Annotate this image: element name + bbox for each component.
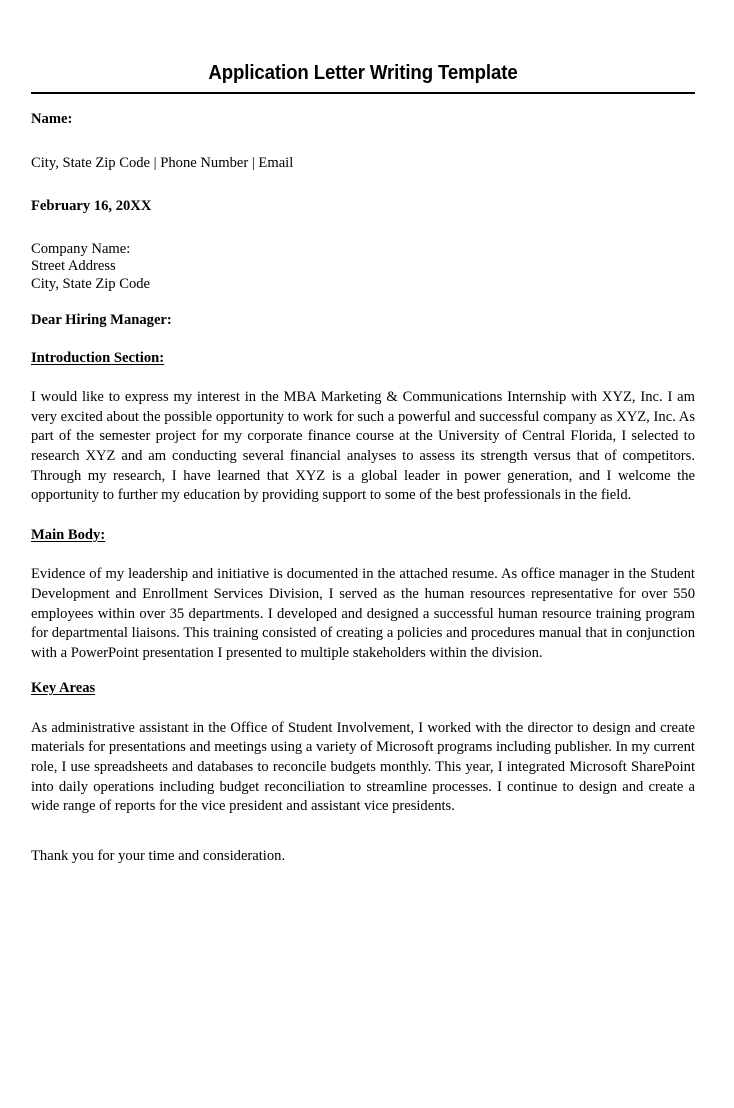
recipient-city-state-zip: City, State Zip Code — [31, 275, 151, 292]
section-heading-introduction — [31, 349, 695, 369]
spacer — [31, 545, 695, 565]
recipient-street: Street Address — [31, 258, 116, 275]
spacer — [31, 699, 695, 719]
section-heading-key-areas-text: Key Areas — [31, 680, 96, 697]
title-block — [31, 60, 695, 94]
section-heading-introduction-text: Introduction Section: — [31, 349, 165, 366]
spacer — [31, 663, 695, 679]
letter-date: February 16, 20XX — [31, 198, 152, 214]
spacer — [31, 293, 695, 311]
spacer — [31, 130, 695, 154]
section-heading-main-body — [31, 526, 695, 546]
recipient-company: Company Name: — [31, 240, 131, 257]
spacer — [31, 506, 695, 526]
letter-body — [31, 110, 695, 866]
section-heading-key-areas — [31, 679, 695, 699]
salutation: Dear Hiring Manager: — [31, 312, 172, 329]
section-body-key-areas: As administrative assistant in the Office of Student Involvement, I worked with the director to design and create materials for presentations and meetings using a variety of Microsoft programs including publisher. In my current role, I use spreadsheets and databases to reconcile budgets monthly. This year, I integrated Microsoft SharePoint into daily operations including budget reconciliation to streamline processes. I continue to design and create a wide range of reports for the vice president and assistant vice presidents. — [31, 719, 695, 815]
section-heading-main-body-text: Main Body: — [31, 526, 106, 543]
spacer — [31, 817, 695, 847]
spacer — [31, 331, 695, 349]
spacer — [31, 368, 695, 388]
spacer — [31, 217, 695, 241]
sender-contact-line: City, State Zip Code | Phone Number | Email — [31, 154, 294, 171]
spacer — [31, 173, 695, 197]
title-divider — [31, 92, 695, 94]
section-body-main-body: Evidence of my leadership and initiative is documented in the attached resume. As office manager in the Student Development and Enrollment Services Division, I served as the human resources representative for over 550 employees within over 35 departments. I developed and designed a successful human resource training program for departmental liaisons. This training consisted of creating a policies and procedures manual that in conjunction with a PowerPoint presentation I presented to multiple stakeholders within the division. — [31, 566, 695, 661]
page-title: Application Letter Writing Template — [208, 62, 518, 84]
sender-name-label: Name: — [31, 111, 73, 127]
closing-line: Thank you for your time and consideration. — [31, 847, 286, 864]
section-body-introduction: I would like to express my interest in the MBA Marketing & Communications Internship with XYZ, Inc. I am very excited about the possible opportunity to work for such a powerful and successful company as XYZ, Inc. As part of the semester project for my corporate finance course at the University of Central Florida, I selected to research XYZ and am conducting several financial analyses to assess its strength versus that of competitors. Through my research, I have learned that XYZ is a global leader in power generation, and I welcome the opportunity to further my education by providing support to some of the best professionals in the field. — [31, 389, 695, 504]
recipient-address-block — [31, 241, 695, 294]
